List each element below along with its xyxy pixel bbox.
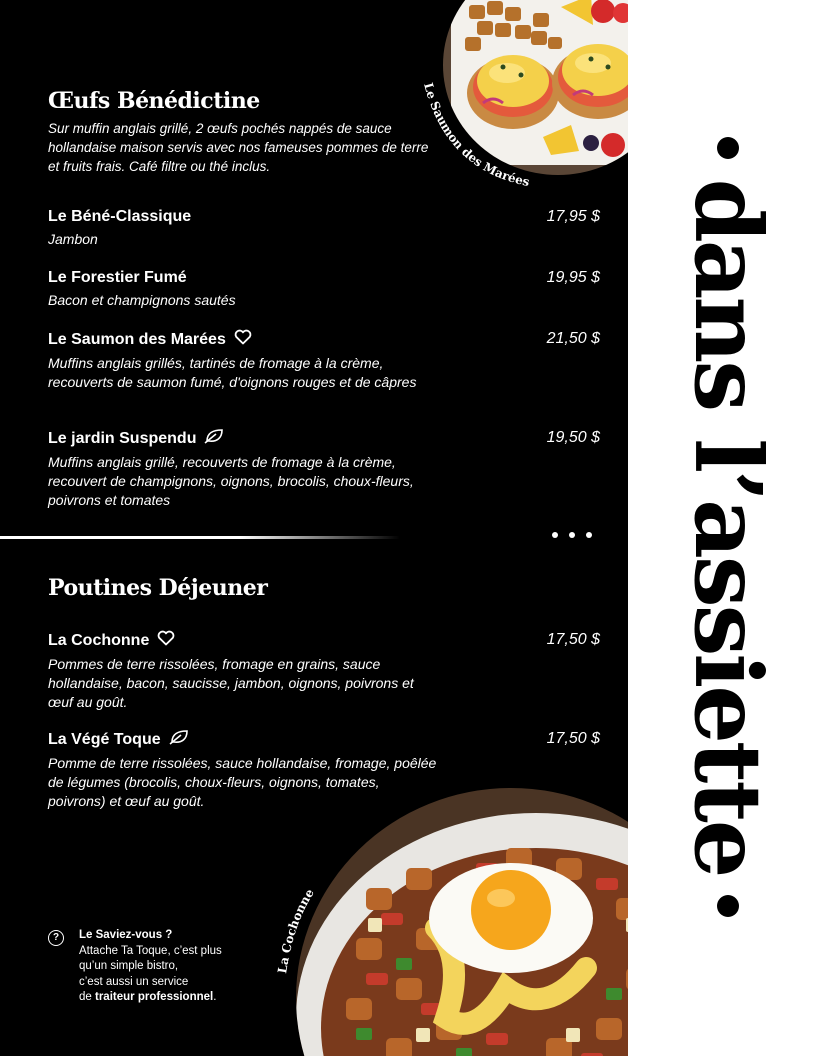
menu-item <box>48 268 604 310</box>
tip-title: Le Saviez-vous ? <box>79 929 173 941</box>
bullet-dot <box>717 137 739 159</box>
bullet-dot <box>717 895 739 917</box>
item-price: 21,50 $ <box>546 330 600 347</box>
tip-line: de traiteur professionnel. <box>79 991 217 1003</box>
side-banner <box>628 0 816 1056</box>
section-divider <box>0 536 400 539</box>
item-name: Le Forestier Fumé <box>48 269 187 286</box>
section-description-benedictine: Sur muffin anglais grillé, 2 œufs pochés nappés de sauce hollandaise maison servis avec nos fameuses pommes de terre et fruits frais. Café filtre ou thé inclus. <box>48 121 429 174</box>
heart-icon <box>157 630 175 652</box>
ellipsis-dots <box>552 532 592 538</box>
menu-item <box>48 329 604 392</box>
section-title-poutines: Poutines Déjeuner <box>48 575 268 601</box>
tip-line: Attache Ta Toque, c’est plus <box>79 944 222 957</box>
tip-line: c’est aussi un service <box>79 975 189 988</box>
image-label-bottom-text: La Cochonne <box>275 886 317 975</box>
item-description: Pommes de terre rissolées, fromage en grains, sauce hollandaise, bacon, saucisse, jambon, oignons, poivrons et œuf au goût. <box>48 656 414 710</box>
section-title-benedictine: Œufs Bénédictine <box>48 88 260 114</box>
menu-item <box>48 428 604 510</box>
tip-line: qu’un simple bistro, <box>79 960 179 972</box>
item-description: Muffins anglais grillé, recouverts de fromage à la crème, recouvert de champignons, oignons, brocolis, choux-fleurs, poivrons et tomates <box>48 454 414 508</box>
heart-icon <box>234 329 252 351</box>
item-description: Muffins anglais grillés, tartinés de fromage à la crème, recouverts de saumon fumé, d'oignons rouges et de câpres <box>48 355 417 390</box>
item-name: Le jardin Suspendu <box>48 430 197 448</box>
leaf-icon <box>204 428 224 450</box>
item-name: Le Béné-Classique <box>48 208 192 225</box>
item-description: Jambon <box>48 231 98 247</box>
item-description: Pomme de terre rissolées, sauce hollandaise, fromage, poêlée de légumes (brocolis, choux-fleurs, oignons, tomates, poivrons) et œuf au goût. <box>48 755 437 809</box>
menu-item <box>48 630 604 712</box>
item-price: 19,50 $ <box>546 429 600 446</box>
image-label-top-text: Le Saumon des Marées <box>421 81 531 190</box>
tip-highlight: traiteur professionnel <box>95 991 214 1003</box>
item-price: 17,50 $ <box>546 631 600 648</box>
poutine-photo <box>296 788 628 1056</box>
leaf-icon <box>169 729 189 751</box>
item-name: La Végé Toque <box>48 731 161 749</box>
item-price: 17,95 $ <box>546 208 600 225</box>
item-description: Bacon et champignons sautés <box>48 292 236 308</box>
did-you-know-note <box>48 928 288 1006</box>
item-name: Le Saumon des Marées <box>48 331 226 349</box>
side-title: dans l’assiette <box>674 178 782 876</box>
menu-item <box>48 207 604 249</box>
question-icon: ? <box>48 930 64 946</box>
item-name: La Cochonne <box>48 632 150 650</box>
item-price: 17,50 $ <box>546 730 600 747</box>
item-price: 19,95 $ <box>546 269 600 286</box>
